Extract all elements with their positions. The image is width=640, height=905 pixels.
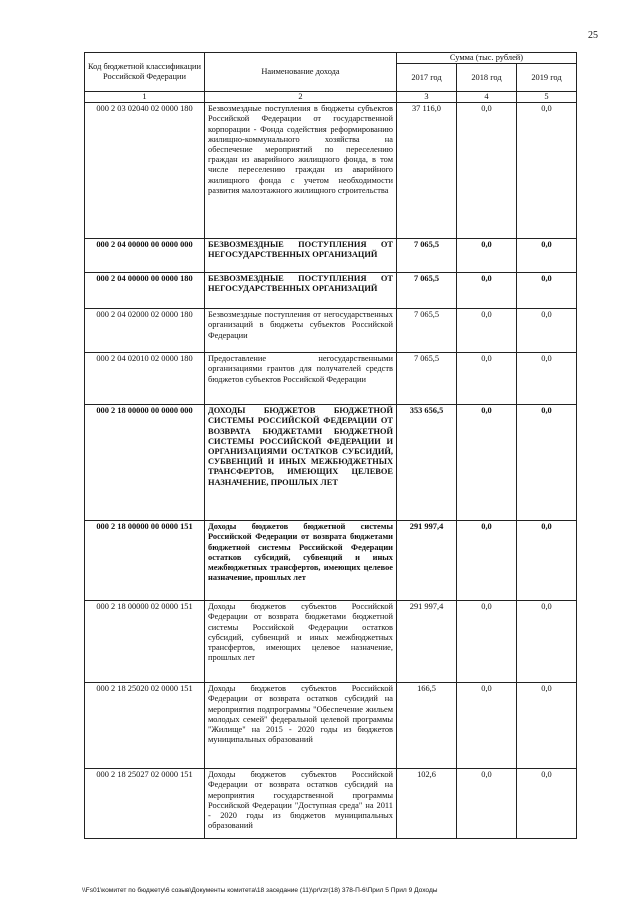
row-2019: 0,0 — [517, 601, 577, 683]
row-2018: 0,0 — [457, 521, 517, 601]
col-number-2: 2 — [205, 92, 397, 103]
row-2018: 0,0 — [457, 103, 517, 239]
row-2019: 0,0 — [517, 103, 577, 239]
row-2017: 102,6 — [397, 769, 457, 839]
row-2017: 291 997,4 — [397, 521, 457, 601]
col-number-1: 1 — [85, 92, 205, 103]
row-2018: 0,0 — [457, 405, 517, 521]
row-code: 000 2 18 25027 02 0000 151 — [85, 769, 205, 839]
row-code: 000 2 03 02040 02 0000 180 — [85, 103, 205, 239]
row-name: ДОХОДЫ БЮДЖЕТОВ БЮДЖЕТНОЙ СИСТЕМЫ РОССИЙСКОЙ ФЕДЕРАЦИИ ОТ ВОЗВРАТА БЮДЖЕТАМИ БЮДЖЕТНОЙ СИСТЕМЫ РОССИЙСКОЙ ФЕДЕРАЦИИ И ОРГАНИЗАЦИЯМИ ОСТАТКОВ СУБСИДИЙ, СУБВЕНЦИЙ И ИНЫХ МЕЖБЮДЖЕТНЫХ ТРАНСФЕРТОВ, ИМЕЮЩИХ ЦЕЛЕВОЕ НАЗНАЧЕНИЕ, ПРОШЛЫХ ЛЕТ — [205, 405, 397, 521]
row-name: Предоставление негосударственными организациями грантов для получателей средств бюджетов субъектов Российской Федерации — [205, 353, 397, 405]
row-name: Доходы бюджетов бюджетной системы Российской Федерации от возврата бюджетами бюджетной системы Российской Федерации остатков субсидий, субвенций и иных межбюджетных трансфертов, имеющих целевое назначение, прошлых лет — [205, 521, 397, 601]
col-number-5: 5 — [517, 92, 577, 103]
row-2018: 0,0 — [457, 683, 517, 769]
row-code: 000 2 18 00000 02 0000 151 — [85, 601, 205, 683]
table-row — [85, 601, 577, 683]
row-code: 000 2 18 00000 00 0000 000 — [85, 405, 205, 521]
table-row — [85, 239, 577, 273]
table-row — [85, 769, 577, 839]
col-number-3: 3 — [397, 92, 457, 103]
header-name: Наименование дохода — [205, 53, 397, 92]
table-row — [85, 273, 577, 309]
row-name: Безвозмездные поступления от негосударственных организаций в бюджеты субъектов Российской Федерации — [205, 309, 397, 353]
row-2017: 7 065,5 — [397, 273, 457, 309]
row-2019: 0,0 — [517, 405, 577, 521]
row-2017: 37 116,0 — [397, 103, 457, 239]
row-2018: 0,0 — [457, 769, 517, 839]
table-row — [85, 353, 577, 405]
table-row — [85, 683, 577, 769]
header-code: Код бюджетной классификации Российской Федерации — [85, 53, 205, 92]
row-code: 000 2 04 02010 02 0000 180 — [85, 353, 205, 405]
row-2017: 291 997,4 — [397, 601, 457, 683]
row-2018: 0,0 — [457, 273, 517, 309]
row-2018: 0,0 — [457, 309, 517, 353]
header-year-2017: 2017 год — [397, 64, 457, 92]
row-code: 000 2 04 00000 00 0000 000 — [85, 239, 205, 273]
row-name: Доходы бюджетов субъектов Российской Федерации от возврата остатков субсидий на мероприятия подпрограммы "Обеспечение жильем молодых семей" федеральной целевой программы "Жилище" на 2015 - 2020 годы из бюджетов муниципальных образований — [205, 683, 397, 769]
header-sum: Сумма (тыс. рублей) — [397, 53, 577, 64]
row-name: Безвозмездные поступления в бюджеты субъектов Российской Федерации от государственной корпорации - Фонда содействия реформированию жилищно-коммунального хозяйства на обеспечение мероприятий по переселению граждан из аварийного жилищного фонда, в том числе переселению граждан из аварийного жилищного фонда с учетом необходимости развития малоэтажного жилищного строительства — [205, 103, 397, 239]
row-2018: 0,0 — [457, 601, 517, 683]
row-code: 000 2 18 25020 02 0000 151 — [85, 683, 205, 769]
row-2018: 0,0 — [457, 353, 517, 405]
revenue-table — [84, 52, 577, 839]
row-2019: 0,0 — [517, 521, 577, 601]
row-code: 000 2 04 02000 02 0000 180 — [85, 309, 205, 353]
row-2017: 353 656,5 — [397, 405, 457, 521]
row-name: БЕЗВОЗМЕЗДНЫЕ ПОСТУПЛЕНИЯ ОТ НЕГОСУДАРСТВЕННЫХ ОРГАНИЗАЦИЙ — [205, 239, 397, 273]
row-2019: 0,0 — [517, 273, 577, 309]
row-name: Доходы бюджетов субъектов Российской Федерации от возврата остатков субсидий на мероприятия государственной программы Российской Федерации "Доступная среда" на 2011 - 2020 годы из бюджетов муниципальных образований — [205, 769, 397, 839]
table-row — [85, 521, 577, 601]
row-2018: 0,0 — [457, 239, 517, 273]
row-2019: 0,0 — [517, 683, 577, 769]
table-row — [85, 103, 577, 239]
row-code: 000 2 04 00000 00 0000 180 — [85, 273, 205, 309]
row-2019: 0,0 — [517, 309, 577, 353]
file-path-footer: \\Fs01\комитет по бюджету\6 созыв\Документы комитета\18 заседание (11)\pr\rzr(18) 378-П-6\Прил 5 Прил 9 Доходы — [82, 887, 438, 894]
col-number-4: 4 — [457, 92, 517, 103]
header-year-2018: 2018 год — [457, 64, 517, 92]
row-code: 000 2 18 00000 00 0000 151 — [85, 521, 205, 601]
row-2019: 0,0 — [517, 769, 577, 839]
row-2017: 7 065,5 — [397, 353, 457, 405]
row-2017: 166,5 — [397, 683, 457, 769]
table-row — [85, 309, 577, 353]
row-2019: 0,0 — [517, 239, 577, 273]
page-number: 25 — [588, 30, 598, 41]
row-2017: 7 065,5 — [397, 309, 457, 353]
row-2017: 7 065,5 — [397, 239, 457, 273]
table-row — [85, 405, 577, 521]
row-2019: 0,0 — [517, 353, 577, 405]
row-name: Доходы бюджетов субъектов Российской Федерации от возврата бюджетами бюджетной системы Российской Федерации остатков субсидий, субвенций и иных межбюджетных трансфертов, имеющих целевое назначение, прошлых лет — [205, 601, 397, 683]
header-year-2019: 2019 год — [517, 64, 577, 92]
row-name: БЕЗВОЗМЕЗДНЫЕ ПОСТУПЛЕНИЯ ОТ НЕГОСУДАРСТВЕННЫХ ОРГАНИЗАЦИЙ — [205, 273, 397, 309]
